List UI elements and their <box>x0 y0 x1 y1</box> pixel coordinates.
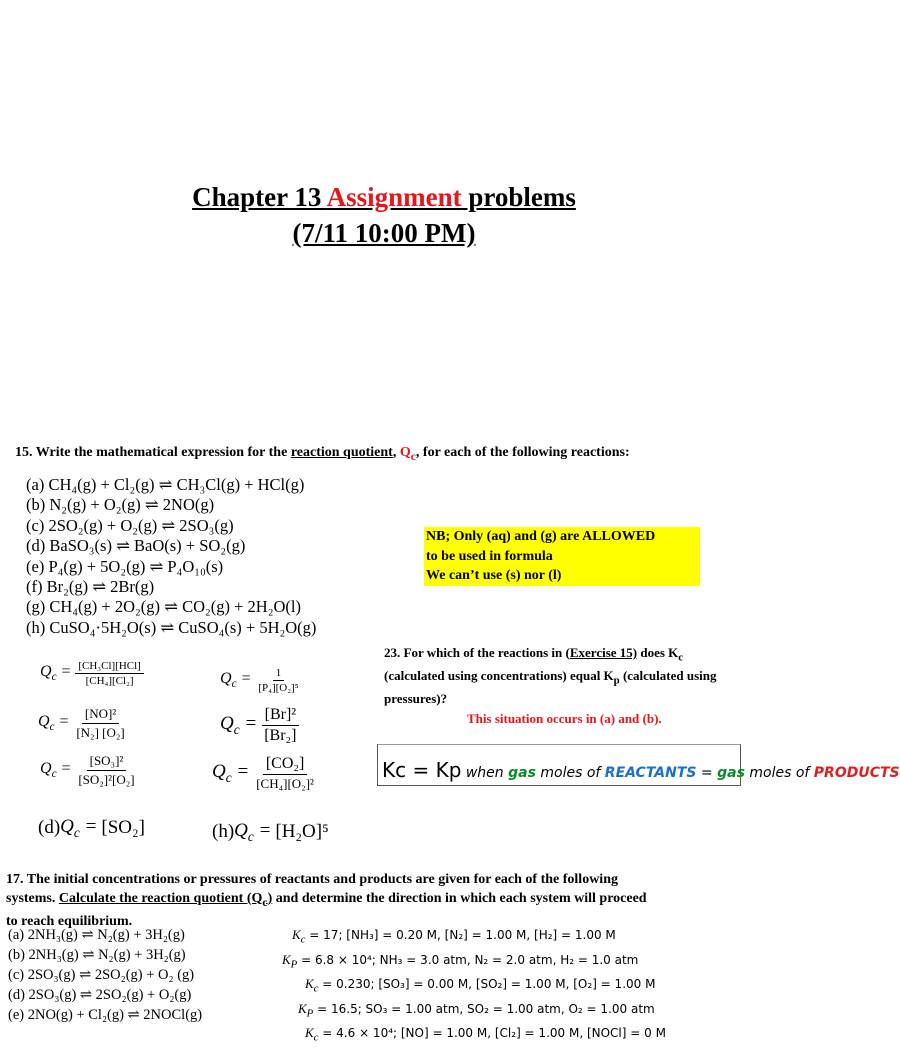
k-sub: c <box>300 933 306 946</box>
qc-g-denominator: [CH₄][O₂]² <box>256 776 314 791</box>
k-symbol: K <box>305 1025 314 1041</box>
qc-sub: c <box>231 678 237 691</box>
q23-kp-sub: p <box>613 674 620 687</box>
qc-g-numerator: [CO₂] <box>263 755 307 775</box>
qc-label: Q <box>212 761 226 783</box>
q17-conditions-list <box>282 925 666 1048</box>
q15-qc-symbol <box>399 445 416 463</box>
reaction-a: (a) CH₄(g) + Cl₂(g) ⇌ CH₃Cl(g) + HCl(g) <box>26 475 305 494</box>
note-line-1: NB; Only (aq) and (g) are ALLOWED <box>426 529 656 544</box>
k-sub: P <box>290 958 298 971</box>
q17-reaction-a: (a) 2NH₃(g) ⇌ N₂(g) + 3H₂(g) <box>8 927 185 943</box>
qc-b-numerator: [NO]² <box>82 706 119 724</box>
q15-reaction-list <box>26 475 316 638</box>
q17-line-2a: systems. <box>6 891 59 906</box>
qc-eq: = <box>56 663 72 681</box>
title-chapter: Chapter 13 <box>192 182 327 212</box>
q17-reaction-list <box>8 925 202 1025</box>
rule-products: PRODUCTS <box>813 765 900 781</box>
qc-a-numerator: [CH₃Cl][HCl] <box>75 660 144 674</box>
rule-moles-of-2: moles of <box>744 765 814 781</box>
qc-h-expression: [H₂O]⁵ <box>275 821 329 843</box>
rule-reactants: REACTANTS <box>604 765 697 781</box>
q17-condition-d <box>298 999 666 1024</box>
q23-text-1: 23. For which of the reactions in ( <box>384 645 570 660</box>
title-assignment: Assignment <box>326 182 462 212</box>
q17-reaction-d: (d) 2SO₃(g) ⇌ 2SO₂(g) + O₂(g) <box>8 987 192 1003</box>
note-line-3: We can’t use (s) nor (l) <box>426 568 562 583</box>
reaction-b: (b) N₂(g) + O₂(g) ⇌ 2NO(g) <box>26 495 215 515</box>
q15-comma: , <box>392 445 400 460</box>
title-problems: problems <box>461 182 576 212</box>
q15-reaction-quotient-link[interactable]: reaction quotient <box>290 445 393 460</box>
qc-label: Q <box>234 820 248 841</box>
question-15 <box>15 443 630 466</box>
qc-f-denominator: [Br₂] <box>264 727 297 744</box>
k-sub: c <box>313 1031 319 1044</box>
qc-eq: = <box>79 816 98 837</box>
k-symbol: K <box>292 927 301 942</box>
rule-gas-2: gas <box>717 765 745 781</box>
qc-sub: c <box>247 828 254 844</box>
q15-text: 15. Write the mathematical expression for the <box>15 445 291 460</box>
qc-b-denominator: [N₂] [O₂] <box>76 725 125 740</box>
qc-sub: c <box>73 824 80 840</box>
q17-reaction-b: (b) 2NH₃(g) ⇌ N₂(g) + 3H₂(g) <box>8 947 186 963</box>
qc-e-denominator: [P₄][O₂]⁵ <box>258 682 299 694</box>
qc-c-numerator: [SO₃]² <box>87 753 127 771</box>
rule-equals: = <box>696 765 718 781</box>
q17-link-text: Calculate the reaction quotient (Q <box>58 891 263 906</box>
k-sub: P <box>306 1007 314 1020</box>
reaction-h: (h) CuSO₄·5H₂O(s) ⇌ CuSO₄(s) + 5H₂O(g) <box>26 617 317 637</box>
q17-link-sub: c <box>262 895 268 909</box>
qc-sub: c <box>51 768 57 781</box>
note-line-2: to be used in formula <box>426 548 553 564</box>
qc-eq: = <box>236 670 252 688</box>
answer-qc-g <box>212 755 317 792</box>
q23-text-3: (calculated using concentrations) equal K <box>384 668 614 684</box>
qc-label: Q <box>40 760 52 778</box>
q17-condition-e <box>305 1023 666 1048</box>
kc-kp-rule-handwriting <box>382 758 900 782</box>
answer-qc-b <box>38 706 128 741</box>
q23-answer: This situation occurs in (a) and (b). <box>467 711 662 726</box>
rule-moles-of-1: moles of <box>535 765 605 781</box>
note-allowed-states <box>424 527 700 586</box>
condition-text: = 4.6 × 10⁴; [NO] = 1.00 M, [Cl₂] = 1.00 M, [NOCl] = 0 M <box>318 1026 666 1041</box>
rule-when: when <box>461 765 509 781</box>
qc-eq: = <box>54 713 70 731</box>
qc-sub: c <box>49 721 55 734</box>
qc-eq: = <box>56 760 72 778</box>
condition-text: = 0.230; [SO₃] = 0.00 M, [SO₂] = 1.00 M, [O₂] = 1.00 M <box>318 977 656 992</box>
k-symbol: K <box>282 951 291 967</box>
condition-text: = 6.8 × 10⁴; NH₃ = 3.0 atm, N₂ = 2.0 atm, H₂ = 1.0 atm <box>297 952 639 967</box>
k-symbol: K <box>305 976 314 992</box>
qc-sub: c <box>225 769 232 785</box>
q17-line-2b: and determine the direction in which each system will proceed <box>272 891 647 906</box>
q23-kc-sub: c <box>678 651 684 664</box>
answer-qc-c <box>40 753 138 788</box>
reaction-d: (d) BaSO₃(s) ⇌ BaO(s) + SO₂(g) <box>26 536 246 556</box>
q23-text-4: (calculated using <box>619 668 717 684</box>
qc-a-denominator: [CH₄][Cl₂] <box>85 675 134 687</box>
q17-line-3: to reach equilibrium. <box>6 913 133 929</box>
k-sub: c <box>313 982 319 995</box>
qc-sub: c <box>233 721 240 737</box>
q23-exercise-15-link[interactable]: Exercise 15) <box>569 645 638 660</box>
rule-gas-1: gas <box>508 765 536 781</box>
q15-q-sub: c <box>410 449 416 463</box>
qc-eq: = <box>231 761 250 783</box>
answer-qc-e <box>220 667 302 694</box>
qc-label: Q <box>40 663 52 681</box>
q17-condition-b <box>282 950 666 975</box>
page-subtitle-deadline: (7/11 10:00 PM) <box>292 218 476 248</box>
qc-f-numerator: [Br]² <box>262 706 299 726</box>
q17-calculate-link[interactable] <box>58 891 273 909</box>
reaction-g: (g) CH₄(g) + 2O₂(g) ⇌ CO₂(g) + 2H₂O(l) <box>26 597 301 617</box>
q17-line-1: 17. The initial concentrations or pressures of reactants and products are given for each of the following <box>6 872 618 887</box>
q23-text-2: does K <box>637 645 679 660</box>
qc-label: Q <box>60 816 74 837</box>
condition-text: = 17; [NH₃] = 0.20 M, [N₂] = 1.00 M, [H₂] = 1.00 M <box>305 928 616 942</box>
reaction-e: (e) P₄(g) + 5O₂(g) ⇌ P₄O₁₀(s) <box>26 556 224 576</box>
reaction-f: (f) Br₂(g) ⇌ 2Br(g) <box>26 576 155 596</box>
q17-link-end: ) <box>267 891 273 906</box>
qc-c-denominator: [SO₂]²[O₂] <box>78 772 135 787</box>
qc-e-numerator: 1 <box>273 667 285 681</box>
answer-qc-d <box>38 816 145 841</box>
page-title <box>0 180 768 214</box>
reaction-c: (c) 2SO₂(g) + O₂(g) ⇌ 2SO₃(g) <box>26 515 234 535</box>
q23-text-5: pressures)? <box>384 691 448 707</box>
question-23 <box>384 644 717 708</box>
q17-reaction-e: (e) 2NO(g) + Cl₂(g) ⇌ 2NOCl(g) <box>8 1007 203 1023</box>
qc-eq: = <box>253 820 272 841</box>
answer-qc-h <box>212 820 329 845</box>
qc-sub: c <box>51 671 57 684</box>
condition-text: = 16.5; SO₃ = 1.00 atm, SO₂ = 1.00 atm, O₂ = 1.00 atm <box>313 1001 655 1016</box>
q17-reaction-c: (c) 2SO₃(g) ⇌ 2SO₂(g) + O₂ (g) <box>8 967 195 983</box>
question-17 <box>6 870 647 931</box>
qc-d-label: (d) <box>38 817 61 839</box>
answer-qc-f <box>220 706 299 745</box>
qc-label: Q <box>38 713 50 731</box>
q17-condition-c <box>305 974 666 999</box>
q15-q: Q <box>399 445 411 460</box>
qc-h-label: (h) <box>212 821 235 843</box>
answer-qc-a <box>40 660 144 687</box>
rule-kc-kp: Kc = Kp <box>382 758 462 782</box>
q15-suffix: , for each of the following reactions: <box>415 445 630 460</box>
q17-condition-a <box>292 925 666 950</box>
qc-label: Q <box>220 670 232 688</box>
k-symbol: K <box>298 1000 307 1016</box>
kc-kp-rule-box <box>377 744 900 786</box>
qc-d-expression: [SO₂] <box>101 817 145 839</box>
qc-eq: = <box>239 713 258 735</box>
qc-label: Q <box>220 713 234 735</box>
